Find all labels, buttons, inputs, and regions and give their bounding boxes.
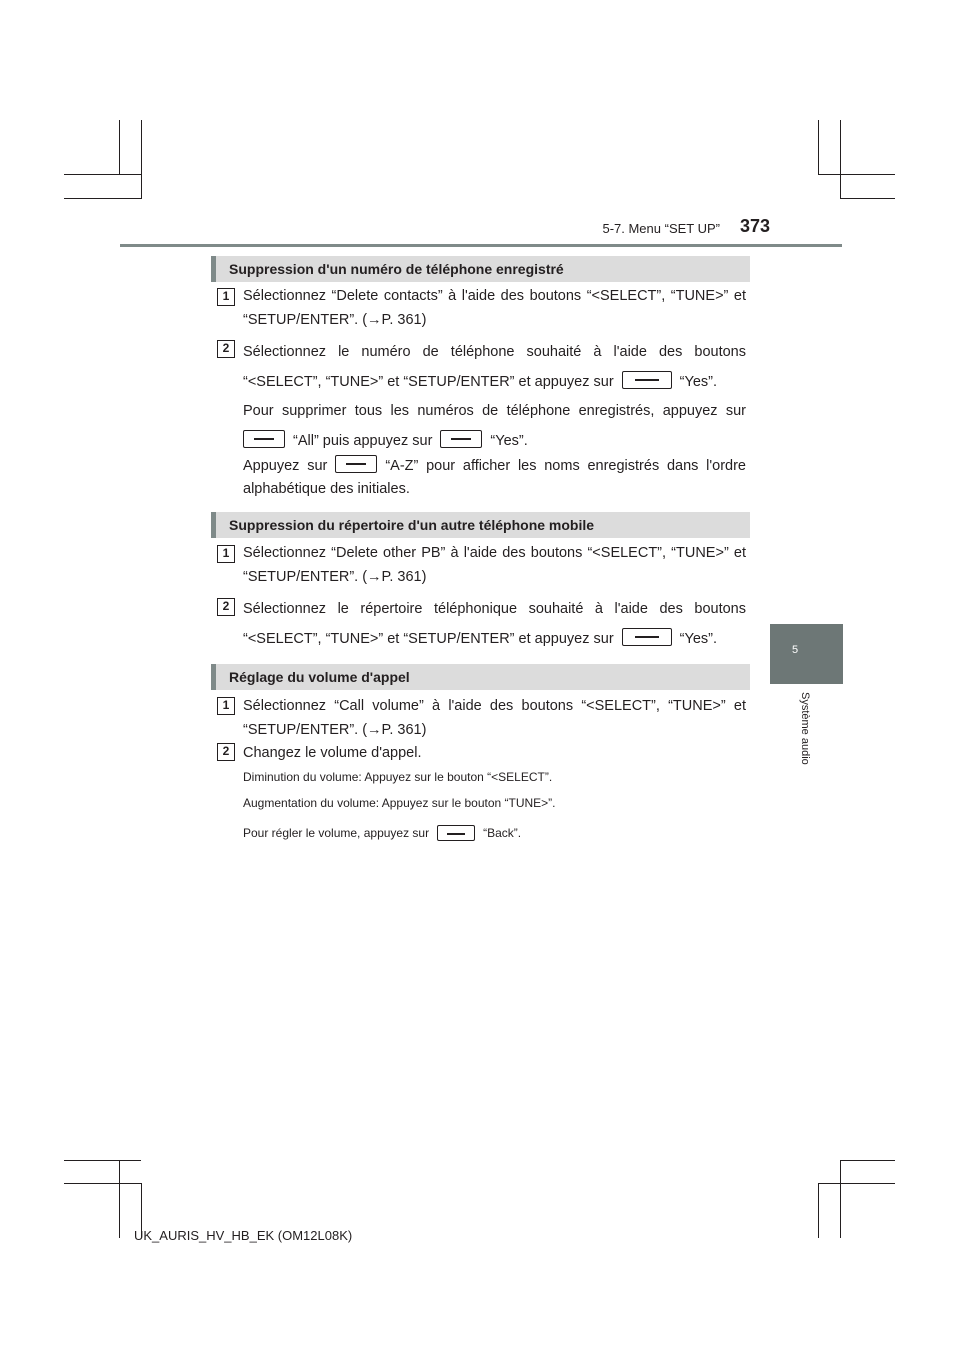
document-code: UK_AURIS_HV_HB_EK (OM12L08K) (134, 1228, 353, 1243)
step-subnote: Diminution du volume: Appuyez sur le bouton “<SELECT”. (243, 770, 553, 784)
chapter-title: Système audio (799, 692, 811, 765)
chapter-number: 5 (791, 644, 799, 656)
crop-mark (64, 198, 141, 199)
soft-key-icon (622, 371, 672, 389)
step-text (243, 694, 746, 742)
crop-mark (840, 198, 895, 199)
section-title: Réglage du volume d'appel (229, 669, 410, 685)
section-header (211, 256, 750, 282)
step-number: 1 (217, 288, 235, 306)
subnote-text: “Back”. (483, 826, 522, 840)
step-note (243, 396, 746, 456)
soft-key-icon (440, 430, 482, 448)
step-note (243, 455, 746, 501)
section-title: Suppression d'un numéro de téléphone enregistré (229, 261, 564, 277)
crop-mark (818, 120, 819, 175)
step-text-content: Sélectionnez le numéro de téléphone souhaité à l'aide des boutons “<SELECT”, “TUNE>” et “SETUP/ENTER” et appuyez sur (243, 344, 746, 390)
section-title: Suppression du répertoire d'un autre téléphone mobile (229, 517, 595, 533)
step-number: 2 (217, 598, 235, 616)
crop-mark (119, 1160, 120, 1238)
crop-mark (64, 1160, 141, 1161)
step-text-content: Changez le volume d'appel. (243, 745, 422, 761)
step-text-content: Sélectionnez “Delete other PB” à l'aide des boutons “<SELECT”, “TUNE>” et “SETUP/ENTER”. (→P. 361) (243, 545, 746, 585)
step-text (243, 284, 746, 332)
subnote-text: Pour régler le volume, appuyez sur (243, 826, 430, 840)
step-subnote (243, 824, 746, 842)
section-header (211, 512, 750, 538)
crop-mark (818, 174, 895, 175)
crop-mark (119, 120, 120, 175)
crop-mark (818, 1183, 819, 1238)
step-number: 2 (217, 743, 235, 761)
step-text (243, 541, 746, 589)
soft-key-icon (622, 628, 672, 646)
note-text: Pour supprimer tous les numéros de téléphone enregistrés, appuyez sur (243, 403, 746, 419)
step-text (243, 738, 746, 768)
soft-key-icon (335, 455, 377, 473)
step-text-content: Sélectionnez “Call volume” à l'aide des boutons “<SELECT”, “TUNE>” et “SETUP/ENTER”. (→P. 361) (243, 698, 746, 738)
header-rule (120, 244, 842, 247)
note-text: “Yes”. (490, 433, 528, 449)
note-text: “A-Z” pour afficher les noms enregistrés dans l'ordre alphabétique des initiales. (243, 458, 746, 497)
step-text-content: “Yes”. (679, 374, 717, 390)
crop-mark (840, 1160, 841, 1238)
step-number: 1 (217, 697, 235, 715)
crop-mark (818, 1183, 895, 1184)
crop-mark (64, 1183, 141, 1184)
crop-mark (141, 120, 142, 199)
crop-mark (64, 174, 141, 175)
step-subnote: Augmentation du volume: Appuyez sur le bouton “TUNE>”. (243, 796, 556, 810)
step-number: 2 (217, 340, 235, 358)
step-text-content: “Yes”. (679, 631, 717, 647)
step-text (243, 337, 746, 397)
soft-key-icon (243, 430, 285, 448)
note-text: “All” puis appuyez sur (293, 433, 433, 449)
section-header (211, 664, 750, 690)
soft-key-icon (437, 825, 475, 841)
step-text-content: Sélectionnez le répertoire téléphonique souhaité à l'aide des boutons “<SELECT”, “TUNE>” et “SETUP/ENTER” et appuyez sur (243, 601, 746, 647)
step-text-content: Sélectionnez “Delete contacts” à l'aide des boutons “<SELECT”, “TUNE>” et “SETUP/ENTER”. (→P. 361) (243, 288, 746, 328)
note-text: Appuyez sur (243, 458, 328, 474)
crop-mark (840, 1160, 895, 1161)
step-number: 1 (217, 545, 235, 563)
section-reference: 5-7. Menu “SET UP” (602, 221, 720, 236)
step-text (243, 594, 746, 654)
crop-mark (840, 120, 841, 199)
page-number: 373 (740, 216, 771, 236)
